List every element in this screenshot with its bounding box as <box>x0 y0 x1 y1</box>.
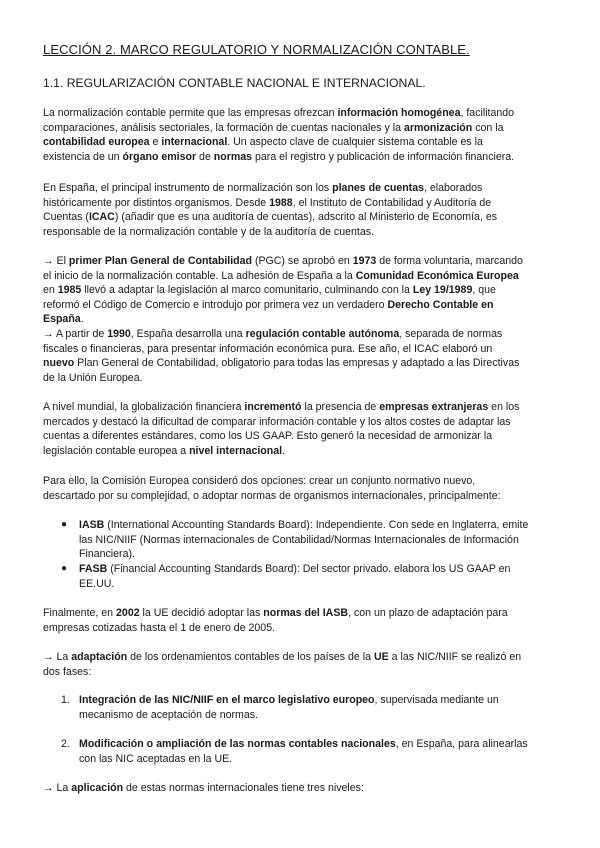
paragraph: En España, el principal instrumento de normalización son los planes de cuentas, elaborados históricamente por distintos organismos. Desde 1988, el Instituto de Contabilidad y Auditoría de Cuentas (ICAC) (añadir que es una auditoría de cuentas), adscrito al Ministerio de Economía, es responsable de la normalización contable y de la auditoría de cuentas. <box>43 182 498 238</box>
paragraph: → La aplicación de estas normas internacionales tiene tres niveles: <box>43 782 364 794</box>
paragraph: → A partir de 1990, España desarrolla una regulación contable autónoma, separada de normas fiscales o financieras, para presentar información económica pura. Ese año, el ICAC elaboró un nuevo Plan General de Contabilidad, obligatorio para todas las empresas y adaptado a las Directivas de la Unión Europea. <box>43 328 520 384</box>
paragraph: La normalización contable permite que las empresas ofrezcan información homogénea, facilitando comparaciones, análisis sectoriales, la formación de cuentas nacionales y la armonización con la contabilidad europea e internacional. Un aspecto clave de cualquier sistema contable es la existencia de un órgano emisor de normas para el registro y publicación de información financiera. <box>43 107 515 163</box>
list-item: IASB (International Accounting Standards Board): Independiente. Con sede en Inglaterra, emite las NIC/NIIF (Normas internacionales de Contabilidad/Normas Internacionales de Información Financiera). <box>79 519 529 560</box>
section-title: 1.1. REGULARIZACIÓN CONTABLE NACIONAL E INTERNACIONAL. <box>43 76 426 90</box>
bullet-icon: ● <box>61 519 68 530</box>
list-item: Modificación o ampliación de las normas contables nacionales, en España, para alinearlas con las NIC aceptadas en la UE. <box>79 738 528 765</box>
paragraph: A nivel mundial, la globalización financiera incrementó la presencia de empresas extranjeras en los mercados y destacó la dificultad de comparar información contable y los altos costes de adaptar las cuentas a diferentes estándares, como los US GAAP. Esto generó la necesidad de armonizar la legislación contable europea a nivel internacional. <box>43 401 520 457</box>
lesson-title: LECCIÓN 2. MARCO REGULATORIO Y NORMALIZACIÓN CONTABLE. <box>43 42 470 57</box>
paragraph: → La adaptación de los ordenamientos contables de los países de la UE a las NIC/NIIF se realizó en dos fases: <box>43 651 522 678</box>
list-item: Integración de las NIC/NIIF en el marco legislativo europeo, supervisada mediante un mecanismo de aceptación de normas. <box>79 694 499 721</box>
paragraph: → El primer Plan General de Contabilidad (PGC) se aprobó en 1973 de forma voluntaria, marcando el inicio de la normalización contable. La adhesión de España a la Comunidad Económica Europea en 1985 llevó a adaptar la legislación al marco comunitario, culminando con la Ley 19/1989, que reformó el Código de Comercio e introdujo por primera vez un verdadero Derecho Contable en España. <box>43 255 523 325</box>
paragraph: Para ello, la Comisión Europea consideró dos opciones: crear un conjunto normativo nuevo, descartado por su complejidad, o adoptar normas de organismos internacionales, principalmente: <box>43 475 501 502</box>
list-item: FASB (Financial Accounting Standards Board): Del sector privado. elabora los US GAAP en EE.UU. <box>79 563 511 590</box>
paragraph: Finalmente, en 2002 la UE decidió adoptar las normas del IASB, con un plazo de adaptación para empresas cotizadas hasta el 1 de enero de 2005. <box>43 607 508 634</box>
bullet-icon: ● <box>61 563 68 574</box>
list-number: 2. <box>61 738 70 750</box>
list-number: 1. <box>61 694 70 706</box>
